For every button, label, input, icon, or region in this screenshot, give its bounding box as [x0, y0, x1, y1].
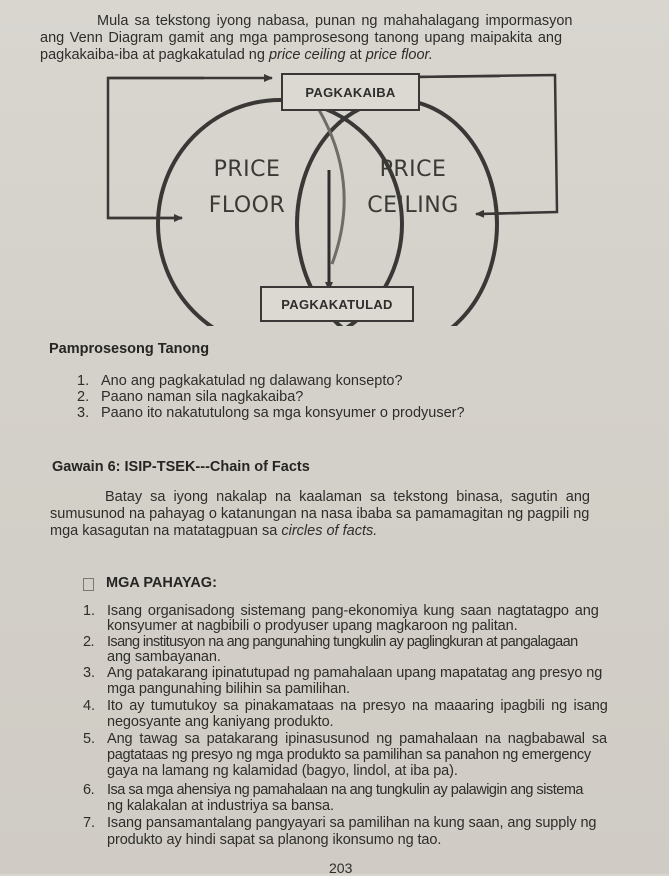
- statement-line: Isang pansamantalang pangyayari sa pamilihan na kung saan, ang supply ng: [107, 815, 597, 831]
- instructions-line-3-text: mga kasagutan na matatagpuan sa: [50, 523, 282, 539]
- statement-number: 3.: [83, 665, 95, 681]
- term-circles-of-facts: circles of facts.: [281, 523, 378, 539]
- activity-title: Gawain 6: ISIP-TSEK---Chain of Facts: [52, 459, 310, 475]
- label-price-ceiling-line2: CEILING: [367, 193, 459, 218]
- intro-line-2: ang Venn Diagram gamit ang mga pamprosesong tanong upang maipakita ang: [40, 30, 563, 46]
- statement-line: pagtataas ng presyo ng mga produkto sa pamilihan sa panahon ng emergency: [107, 747, 591, 763]
- statement-line: produkto ay hindi sapat sa planong ikonsumo ng tao.: [107, 832, 442, 848]
- label-price-ceiling: [357, 152, 469, 224]
- label-price-floor: [192, 152, 302, 224]
- label-price-ceiling-line1: PRICE: [379, 157, 447, 182]
- instructions-line-3: [50, 523, 377, 539]
- intro-line-3: [40, 47, 433, 63]
- statement-line: mga pangunahing bilihin sa pamilihan.: [107, 681, 350, 697]
- statement-number: 2.: [83, 634, 94, 650]
- statement-line: Ang tawag sa patakarang ipinasusunod ng pamahalaan na nagbabawal sa: [107, 731, 607, 747]
- intro-line-3-text: pagkakaiba-iba at pagkakatulad ng: [40, 47, 269, 63]
- statement-number: 5.: [83, 731, 95, 747]
- question-item: [77, 389, 303, 405]
- question-number: 2.: [77, 389, 90, 405]
- term-price-floor: price floor.: [365, 47, 433, 63]
- venn-diagram: [100, 64, 562, 326]
- statement-line: Ito ay tumutukoy sa pinakamataas na presyo na maaaring ipagbili ng isang: [107, 698, 608, 714]
- statement-line: ang sambayanan.: [107, 649, 221, 665]
- statement-line: ng kalakalan at industriya sa bansa.: [107, 798, 334, 814]
- statement-number: 7.: [83, 815, 95, 831]
- intro-line-3-mid: at: [345, 47, 366, 63]
- box-pagkakaiba: PAGKAKAIBA: [281, 73, 420, 111]
- statement-line: konsyumer at nagbibili o prodyuser upang magkaroon ng palitan.: [107, 618, 518, 634]
- statement-line: Isang organisadong sistemang pang-ekonomiya kung saan nagtatagpo ang: [107, 603, 599, 619]
- instructions-line-1: Batay sa iyong nakalap na kaalaman sa tekstong binasa, sagutin ang: [105, 489, 590, 505]
- statements-title: MGA PAHAYAG:: [106, 575, 217, 591]
- question-text: Ano ang pagkakatulad ng dalawang konsepto?: [101, 373, 403, 389]
- statement-line: Ang patakarang ipinatutupad ng pamahalaan upang mapatatag ang presyo ng: [107, 665, 603, 681]
- question-text: Paano naman sila nagkakaiba?: [101, 389, 304, 405]
- page-number: 203: [329, 860, 353, 876]
- intro-line-1: Mula sa tekstong iyong nabasa, punan ng mahahalagang impormasyon: [97, 13, 573, 29]
- statement-line: Isang institusyon na ang pangunahing tungkulin ay paglingkuran at pangalagaan: [107, 634, 578, 650]
- statement-number: 1.: [83, 603, 95, 619]
- label-price-floor-line1: PRICE: [213, 157, 281, 182]
- statement-number: 6.: [83, 782, 95, 798]
- question-item: [77, 405, 465, 421]
- label-price-floor-line2: FLOOR: [208, 193, 286, 218]
- instructions-line-2: sumusunod na pahayag o katanungan na nasa ibaba sa pamamagitan ng pagpili ng: [50, 506, 590, 522]
- question-text: Paano ito nakatutulong sa mga konsyumer o prodyuser?: [101, 405, 465, 421]
- statement-line: Isa sa mga ahensiya ng pamahalaan na ang tungkulin ay palawigin ang sistema: [107, 782, 583, 798]
- question-item: [77, 373, 403, 389]
- statement-line: gaya na lamang ng kalamidad (bagyo, lindol, at iba pa).: [107, 763, 458, 779]
- term-price-ceiling: price ceiling: [268, 47, 346, 63]
- box-pagkakatulad: PAGKAKATULAD: [260, 286, 414, 322]
- statement-line: negosyante ang kaniyang produkto.: [107, 714, 334, 730]
- statement-number: 4.: [83, 698, 95, 714]
- question-number: 1.: [77, 373, 90, 389]
- processing-questions-title: Pamprosesong Tanong: [49, 341, 210, 357]
- checkbox-icon: [83, 578, 94, 591]
- question-number: 3.: [77, 405, 90, 421]
